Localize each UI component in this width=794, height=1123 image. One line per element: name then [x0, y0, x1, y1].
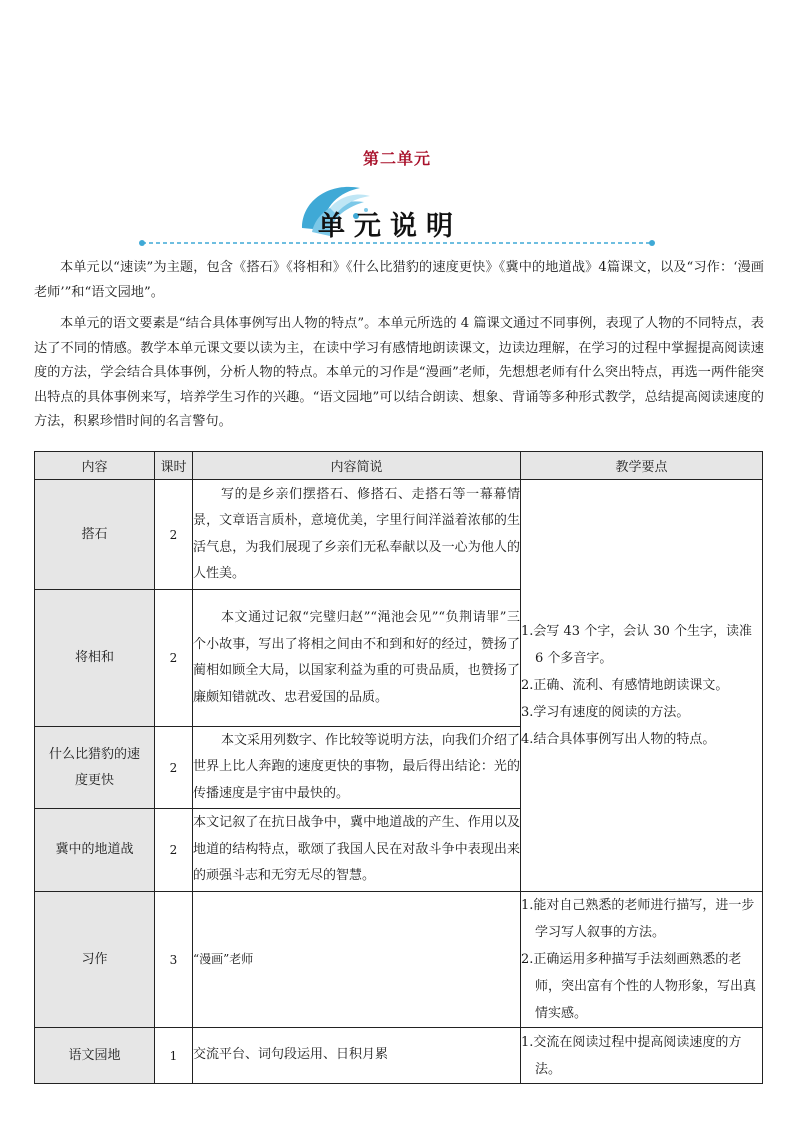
goal-item: 2.正确运用多种描写手法刻画熟悉的老师，突出富有个性的人物形象，写出真情实感。 [521, 952, 757, 1021]
row-desc-text: 本文记叙了在抗日战争中，冀中地道战的产生、作用以及地道的结构特点，歌颂了我国人民在对敌斗争中表现出来的顽强斗志和无穷无尽的智慧。 [193, 815, 520, 884]
row-desc [193, 590, 521, 727]
row-desc [193, 727, 521, 809]
row-desc-text: 写的是乡亲们摆搭石、修搭石、走搭石等一幕幕情景，文章语言质朴，意境优美，字里行间洋溢着浓郁的生活气息，为我们展现了乡亲们无私奉献以及一心为他人的人性美。 [193, 486, 520, 581]
row-name: 语文园地 [35, 1028, 155, 1084]
header-content: 内容 [35, 452, 155, 480]
table-row [35, 1028, 763, 1084]
unit-title: 第二单元 [362, 149, 431, 168]
row-desc-text: 本文采用列数字、作比较等说明方法，向我们介绍了世界上比人奔跑的速度更快的事物，最后得出结论：光的传播速度是宇宙中最快的。 [193, 732, 521, 801]
row-desc-text: 交流平台、词句段运用、日积月累 [193, 1047, 389, 1063]
row-desc [193, 809, 521, 892]
garden-goals [521, 1028, 763, 1084]
row-desc [193, 480, 521, 590]
row-hours: 1 [155, 1028, 193, 1084]
banner-title: 单元说明 [318, 211, 462, 242]
row-desc-text: “漫画”老师 [193, 952, 254, 967]
goal-item: 1.会写 43 个字，会认 30 个生字，读准 6 个多音字。 [521, 624, 753, 666]
row-hours: 2 [155, 809, 193, 892]
teaching-plan-table [34, 451, 763, 1084]
header-summary: 内容简说 [193, 452, 521, 480]
row-name: 习作 [35, 892, 155, 1028]
row-hours: 2 [155, 480, 193, 590]
row-name: 搭石 [35, 480, 155, 590]
writing-goals [521, 892, 763, 1028]
row-hours: 2 [155, 727, 193, 809]
table-row [35, 892, 763, 1028]
row-desc [193, 1028, 521, 1084]
table-header-row [35, 452, 763, 480]
row-hours: 3 [155, 892, 193, 1028]
table-row [35, 480, 763, 590]
goal-item: 3.学习有速度的阅读的方法。 [521, 705, 690, 720]
row-desc-text: 本文通过记叙“完璧归赵”“渑池会见”“负荆请罪”三个小故事，写出了将相之间由不和到和好的经过，赞扬了蔺相如顾全大局，以国家利益为重的可贵品质，也赞扬了廉颇知错就改、忠君爱国的品质。 [193, 610, 520, 705]
header-goals: 教学要点 [521, 452, 763, 480]
intro-paragraph: 本单元以“速读”为主题，包含《搭石》《将相和》《什么比猎豹的速度更快》《冀中的地道战》4篇课文，以及“习作：‘漫画老师’”和“语文园地”。 [34, 260, 764, 300]
row-hours: 2 [155, 590, 193, 727]
row-name: 将相和 [35, 590, 155, 727]
goal-item: 2.正确、流利、有感情地朗读课文。 [521, 678, 729, 693]
elements-paragraph: 本单元的语文要素是“结合具体事例写出人物的特点”。本单元所选的 4 篇课文通过不同事例，表现了人物的不同特点，表达了不同的情感。教学本单元课文要以读为主，在读中学习有感情地朗读课文，边读边理解，在学习的过程中掌握提高阅读速度的方法，学会结合具体事例，分析人物的特点。本单元的习作是“漫画”老师，先想想老师有什么突出特点，再选一两件能突出特点的具体事例来写，培养学生习作的兴趣。“语文园地”可以结合朗读、想象、背诵等多种形式教学，总结提高阅读速度的方法，积累珍惜时间的名言警句。 [34, 316, 764, 429]
row-name: 什么比猎豹的速度更快 [35, 727, 155, 809]
header-hours: 课时 [155, 452, 193, 480]
row-name: 冀中的地道战 [35, 809, 155, 892]
row-desc [193, 892, 521, 1028]
goal-item: 1.能对自己熟悉的老师进行描写，进一步学习写人叙事的方法。 [521, 898, 755, 940]
goal-item: 4.结合具体事例写出人物的特点。 [521, 732, 716, 747]
goal-item: 1.交流在阅读过程中提高阅读速度的方法。 [521, 1034, 742, 1077]
reading-goals [521, 480, 763, 892]
